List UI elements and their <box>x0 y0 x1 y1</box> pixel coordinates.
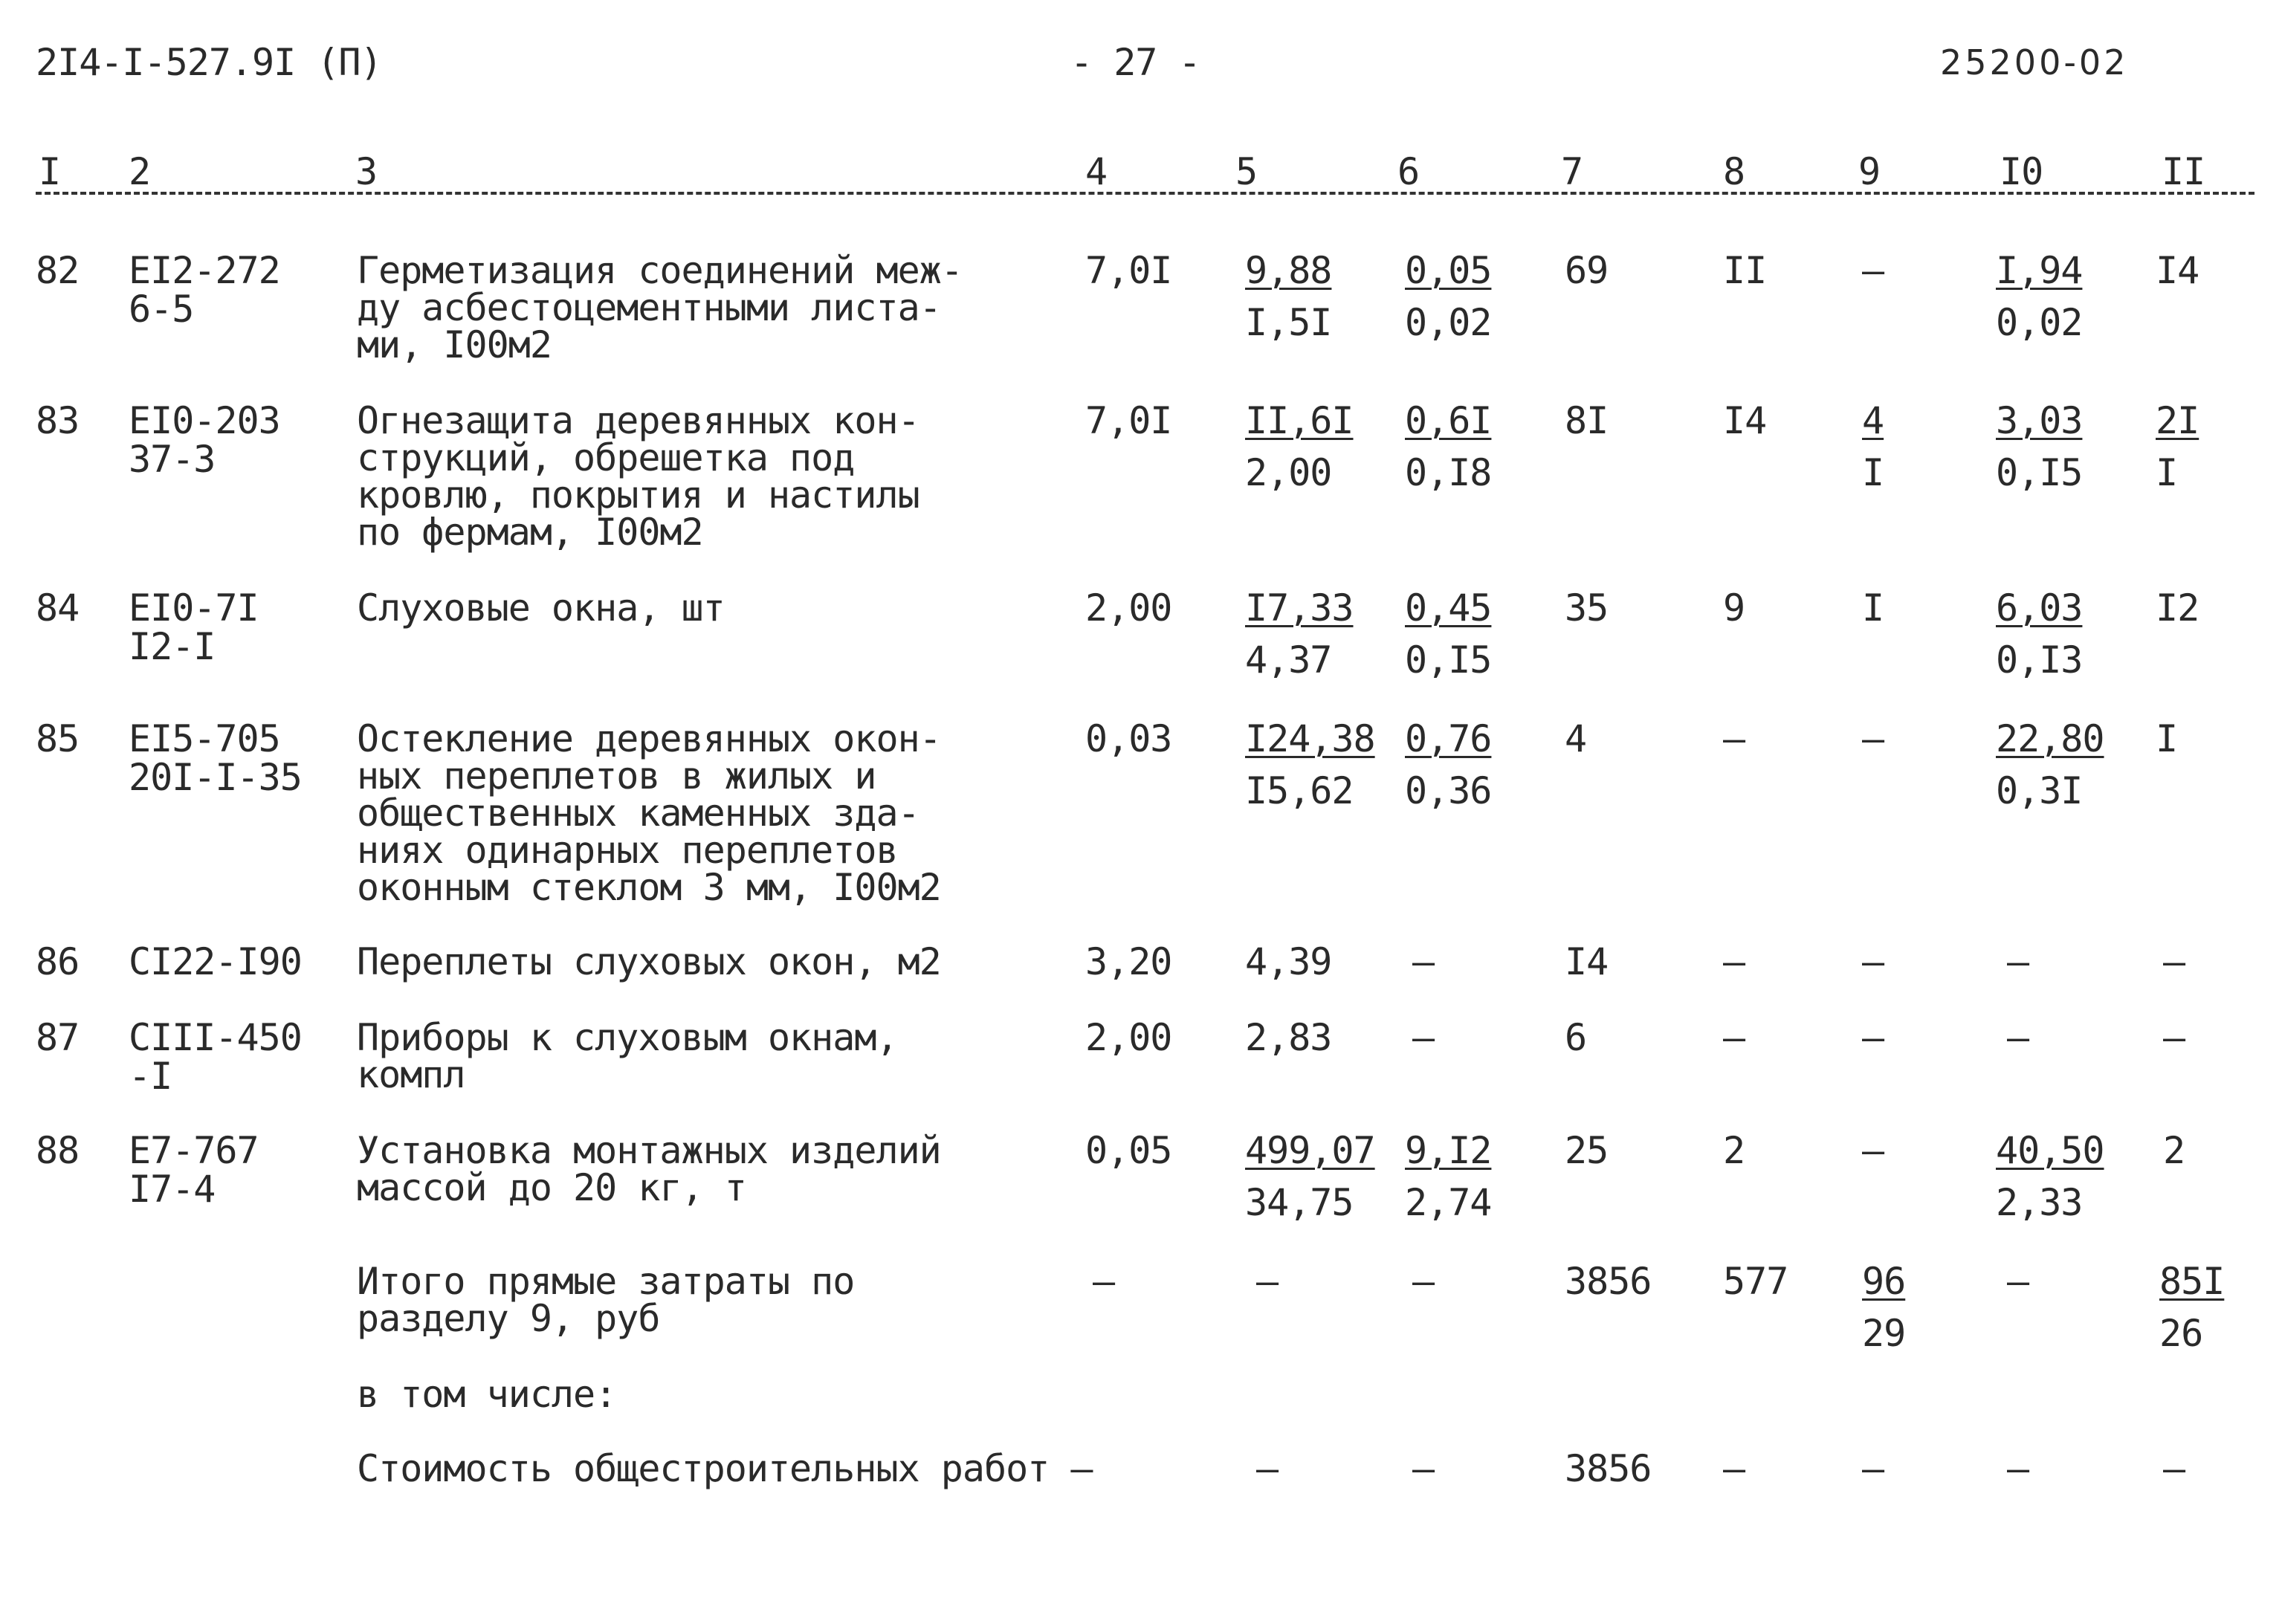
description-line: массой до 20 кг, т <box>357 1166 746 1209</box>
row-number: 84 <box>36 586 80 630</box>
total-machines: I <box>1862 586 1884 630</box>
rate-code: EI0-203 <box>129 399 280 442</box>
total-machines: – <box>1862 1129 1884 1172</box>
column-header: I0 <box>2000 150 2043 193</box>
general-total-wages: – <box>1723 1447 1745 1490</box>
quantity: 7,0I <box>1085 399 1172 442</box>
rate-code: 37-3 <box>129 438 216 481</box>
row-number: 88 <box>36 1129 80 1172</box>
total-unit-machines: – <box>1412 1260 1435 1303</box>
rate-code: EI5-705 <box>129 717 280 760</box>
including-label: в том числе: <box>357 1373 617 1416</box>
labour-unit: 40,50 <box>1996 1129 2104 1172</box>
total-machines: – <box>1862 249 1884 292</box>
total-machines: – <box>1862 940 1884 983</box>
unit-cost-machine-wages: 0,I5 <box>1405 638 1492 682</box>
description-line: оконным стеклом 3 мм, I00м2 <box>357 866 941 909</box>
labour-total: I <box>2156 717 2178 760</box>
description-line: Слуховые окна, шт <box>357 586 725 630</box>
unit-cost-machine-wages: 0,02 <box>1405 301 1492 344</box>
unit-cost-machine-wages: 2,74 <box>1405 1181 1492 1224</box>
stamp-number: 25200-02 <box>1940 42 2129 83</box>
total-wages: – <box>1723 717 1745 760</box>
quantity: 0,05 <box>1085 1129 1172 1172</box>
total-machine-wages: I <box>1862 451 1884 494</box>
unit-cost-wages: 34,75 <box>1245 1181 1354 1224</box>
unit-cost-machine-wages: 0,I8 <box>1405 451 1492 494</box>
row-number: 86 <box>36 940 80 983</box>
quantity: 2,00 <box>1085 586 1172 630</box>
column-header: 5 <box>1235 150 1258 193</box>
labour-unit-machinists: 0,3I <box>1996 769 2083 812</box>
unit-cost-total: 499,07 <box>1245 1129 1375 1172</box>
labour-unit: 3,03 <box>1996 399 2083 442</box>
description-line: компл <box>357 1053 465 1096</box>
unit-cost-total: I7,33 <box>1245 586 1354 630</box>
total-labour-unit: – <box>2007 1260 2029 1303</box>
column-header: 9 <box>1858 150 1881 193</box>
total-wages: 2 <box>1723 1129 1745 1172</box>
description-line: по фермам, I00м2 <box>357 511 703 554</box>
total-cost: I4 <box>1565 940 1609 983</box>
unit-cost-machines: – <box>1412 1016 1435 1059</box>
labour-unit-machinists: 2,33 <box>1996 1181 2083 1224</box>
labour-unit: – <box>2007 1016 2029 1059</box>
unit-cost-wages: 4,37 <box>1245 638 1332 682</box>
description-line: ду асбестоцементными листа- <box>357 286 941 329</box>
unit-cost-wages: I5,62 <box>1245 769 1354 812</box>
unit-cost-machines: – <box>1412 940 1435 983</box>
page-number: - 27 - <box>1070 41 1200 84</box>
total-wages: II <box>1723 249 1767 292</box>
column-header: 7 <box>1561 150 1583 193</box>
description-line: Герметизация соединений меж- <box>357 249 963 292</box>
description-line: ниях одинарных переплетов <box>357 829 898 872</box>
unit-cost-wages: I,5I <box>1245 301 1332 344</box>
column-header: 2 <box>129 150 151 193</box>
row-number: 83 <box>36 399 80 442</box>
rate-code: E7-767 <box>129 1129 259 1172</box>
description-line: струкций, обрешетка под <box>357 436 855 479</box>
description-line: Установка монтажных изделий <box>357 1129 941 1172</box>
row-number: 82 <box>36 249 80 292</box>
column-header: I <box>39 150 61 193</box>
rate-code: I2-I <box>129 625 216 668</box>
total-wages: 577 <box>1723 1260 1788 1303</box>
labour-total: 2I <box>2156 399 2199 442</box>
quantity: 3,20 <box>1085 940 1172 983</box>
unit-cost-wages: 2,00 <box>1245 451 1332 494</box>
labour-unit: – <box>2007 940 2029 983</box>
total-machines: 4 <box>1862 399 1884 442</box>
total-cost: 69 <box>1565 249 1609 292</box>
total-machines: – <box>1862 1016 1884 1059</box>
total-machine-wages: 29 <box>1862 1312 1906 1355</box>
total-wages: – <box>1723 1016 1745 1059</box>
total-cost: 25 <box>1565 1129 1609 1172</box>
general-construction-label: Стоимость общестроительных работ – <box>357 1447 1093 1490</box>
rate-code: CIII-450 <box>129 1016 302 1059</box>
labour-unit-machinists: 0,I5 <box>1996 451 2083 494</box>
unit-cost-total: 9,88 <box>1245 249 1332 292</box>
unit-cost-total: 2,83 <box>1245 1016 1332 1059</box>
description-line: ми, I00м2 <box>357 323 552 366</box>
description-line: Приборы к слуховым окнам, <box>357 1016 898 1059</box>
unit-cost-machines: 0,45 <box>1405 586 1492 630</box>
rate-code: -I <box>129 1055 172 1098</box>
description-line: общественных каменных зда- <box>357 792 919 835</box>
unit-cost-total: 4,39 <box>1245 940 1332 983</box>
column-header: 4 <box>1085 150 1108 193</box>
total-machines: – <box>1862 717 1884 760</box>
unit-cost-machines: 0,05 <box>1405 249 1492 292</box>
labour-unit: I,94 <box>1996 249 2083 292</box>
quantity: 7,0I <box>1085 249 1172 292</box>
unit-cost-machine-wages: 0,36 <box>1405 769 1492 812</box>
total-cost: 4 <box>1565 717 1587 760</box>
column-header: 8 <box>1723 150 1745 193</box>
unit-cost-total: II,6I <box>1245 399 1354 442</box>
total-cost: 3856 <box>1565 1260 1652 1303</box>
total-quantity: – <box>1093 1260 1115 1303</box>
rate-code: 20I-I-35 <box>129 756 302 799</box>
labour-total: 2 <box>2163 1129 2185 1172</box>
description-line: Огнезащита деревянных кон- <box>357 399 919 442</box>
rate-code: EI2-272 <box>129 249 280 292</box>
column-header: II <box>2162 150 2205 193</box>
labour-total: – <box>2163 1016 2185 1059</box>
labour-unit-machinists: 0,02 <box>1996 301 2083 344</box>
general-unit-cost: – <box>1256 1447 1279 1490</box>
labour-unit: 22,80 <box>1996 717 2104 760</box>
total-labour: 85I <box>2159 1260 2225 1303</box>
totals-label: Итого прямые затраты по <box>357 1260 855 1303</box>
unit-cost-machines: 9,I2 <box>1405 1129 1492 1172</box>
general-unit-machines: – <box>1412 1447 1435 1490</box>
general-total-machines: – <box>1862 1447 1884 1490</box>
description-line: Переплеты слуховых окон, м2 <box>357 940 941 983</box>
rate-code: I7-4 <box>129 1168 216 1211</box>
header-rule <box>36 192 2254 195</box>
general-labour-total: – <box>2163 1447 2185 1490</box>
row-number: 85 <box>36 717 80 760</box>
total-wages: 9 <box>1723 586 1745 630</box>
total-wages: I4 <box>1723 399 1767 442</box>
total-wages: – <box>1723 940 1745 983</box>
labour-total: I2 <box>2156 586 2199 630</box>
labour-total: – <box>2163 940 2185 983</box>
rate-code: EI0-7I <box>129 586 259 630</box>
total-cost: 8I <box>1565 399 1609 442</box>
labour-total-machinists: I <box>2156 451 2178 494</box>
row-number: 87 <box>36 1016 80 1059</box>
column-header: 6 <box>1397 150 1420 193</box>
column-header: 3 <box>355 150 378 193</box>
totals-label: разделу 9, руб <box>357 1297 660 1340</box>
quantity: 0,03 <box>1085 717 1172 760</box>
total-labour-machinists: 26 <box>2159 1312 2203 1355</box>
general-labour-unit: – <box>2007 1447 2029 1490</box>
total-machines: 96 <box>1862 1260 1906 1303</box>
labour-total: I4 <box>2156 249 2199 292</box>
document-code: 2I4-I-527.9I (П) <box>36 41 382 84</box>
rate-code: CI22-I90 <box>129 940 302 983</box>
general-total-cost: 3856 <box>1565 1447 1652 1490</box>
unit-cost-total: I24,38 <box>1245 717 1375 760</box>
description-line: кровлю, покрытия и настилы <box>357 473 919 517</box>
description-line: Остекление деревянных окон- <box>357 717 941 760</box>
rate-code: 6-5 <box>129 288 194 331</box>
quantity: 2,00 <box>1085 1016 1172 1059</box>
labour-unit-machinists: 0,I3 <box>1996 638 2083 682</box>
total-cost: 35 <box>1565 586 1609 630</box>
unit-cost-machines: 0,76 <box>1405 717 1492 760</box>
total-unit-cost: – <box>1256 1260 1279 1303</box>
total-cost: 6 <box>1565 1016 1587 1059</box>
description-line: ных переплетов в жилых и <box>357 754 876 798</box>
unit-cost-machines: 0,6I <box>1405 399 1492 442</box>
labour-unit: 6,03 <box>1996 586 2083 630</box>
